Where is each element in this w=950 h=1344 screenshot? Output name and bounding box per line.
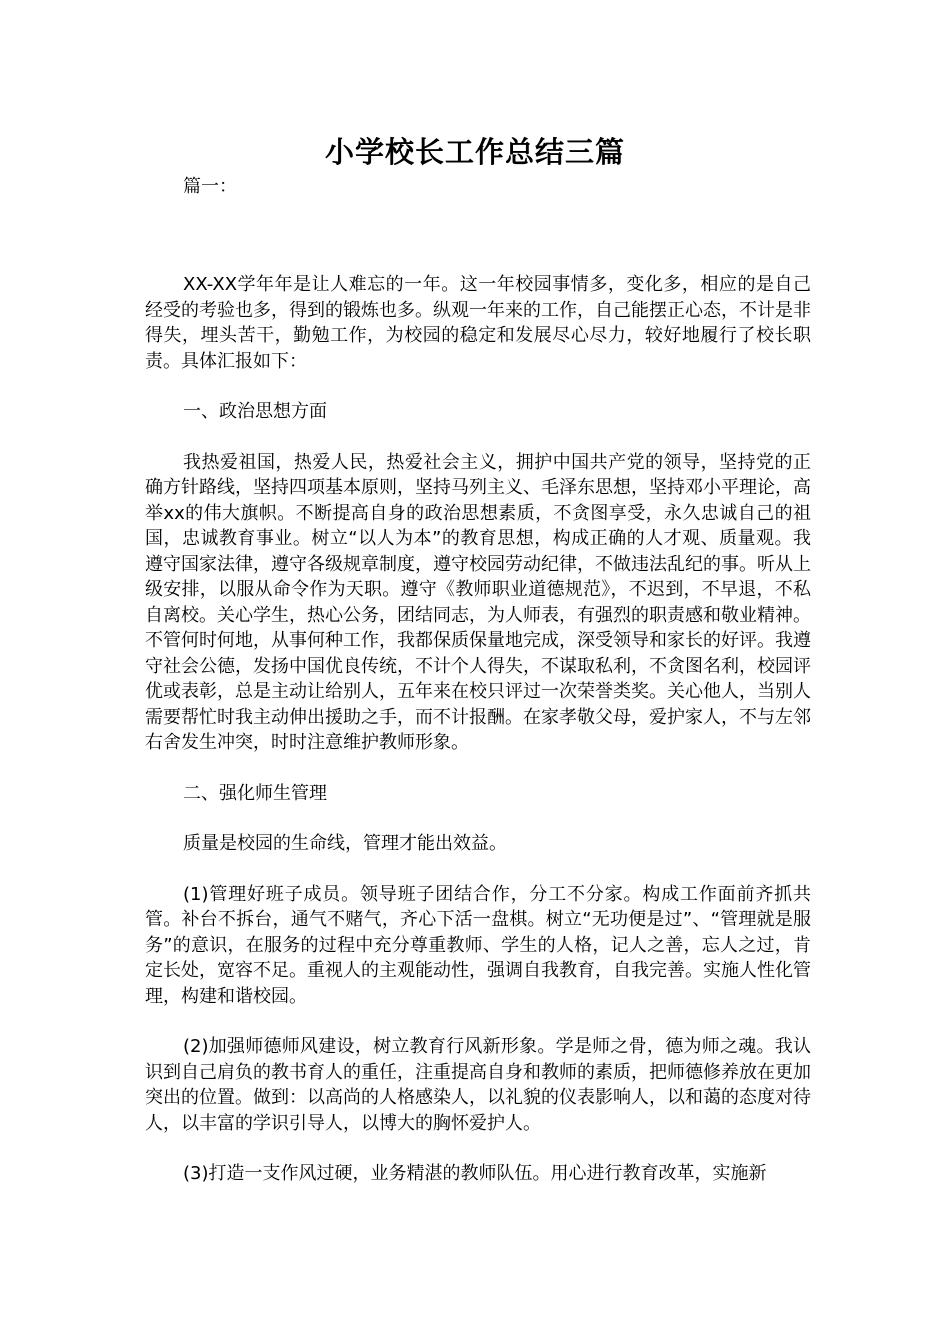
intro-paragraph: XX-XX学年年是让人难忘的一年。这一年校园事情多，变化多，相应的是自己经受的考验也多，得到的锻炼也多。纵观一年来的工作，自己能摆正心态，不计是非得失，埋头苦干，勤勉工作，为校园的稳定和发展尽心尽力，较好地履行了校长职责。具体汇报如下： xyxy=(145,274,811,372)
management-item-3: (3)打造一支作风过硬，业务精湛的教师队伍。用心进行教育改革，实施新 xyxy=(183,1163,767,1184)
management-item-2: (2)加强师德师风建设，树立教育行风新形象。学是师之骨，德为师之魂。我认识到自己肩负的教书育人的重任，注重提高自身和教师的素质，把师德修养放在更加突出的位置。做到：以高尚的人格感染人，以礼貌的仪表影响人，以和蔼的态度对待人，以丰富的学识引导人，以博大的胸怀爱护人。 xyxy=(145,1036,811,1134)
document-title: 小学校长工作总结三篇 xyxy=(324,135,625,169)
politics-paragraph: 我热爱祖国，热爱人民，热爱社会主义，拥护中国共产党的领导，坚持党的正确方针路线，坚持四项基本原则，坚持马列主义、毛泽东思想，坚持邓小平理论，高举xx的伟大旗帜。不断提高自身的政治思想素质，不贪图享受，永久忠诚自己的祖国，忠诚教育事业。树立“以人为本”的教育思想，构成正确的人才观、质量观。我遵守国家法律，遵守各级规章制度，遵守校园劳动纪律，不做违法乱纪的事。听从上级安排，以服从命令作为天职。遵守《教师职业道德规范》，不迟到，不早退，不私自离校。关心学生，热心公务，团结同志，为人师表，有强烈的职责感和敬业精神。不管何时何地，从事何种工作，我都保质保量地完成，深受领导和家长的好评。我遵守社会公德，发扬中国优良传统，不计个人得失，不谋取私利，不贪图名利，校园评优或表彰，总是主动让给别人，五年来在校只评过一次荣誉类奖。关心他人，当别人需要帮忙时我主动伸出援助之手，而不计报酬。在家孝敬父母，爱护家人，不与左邻右舍发生冲突，时时注意维护教师形象。 xyxy=(145,451,811,753)
part-label: 篇一： xyxy=(183,176,237,197)
document-body xyxy=(145,272,811,1212)
management-intro-paragraph: 质量是校园的生命线，管理才能出效益。 xyxy=(183,833,507,854)
section-heading-politics: 一、政治思想方面 xyxy=(183,401,327,422)
management-item-1: (1)管理好班子成员。领导班子团结合作，分工不分家。构成工作面前齐抓共管。补台不拆台，通气不赌气，齐心下活一盘棋。树立“无功便是过”、“管理就是服务”的意识，在服务的过程中充分尊重教师、学生的人格，记人之善，忘人之过，肯定长处，宽容不足。重视人的主观能动性，强调自我教育，自我完善。实施人性化管理，构建和谐校园。 xyxy=(145,883,811,1007)
section-heading-management: 二、强化师生管理 xyxy=(183,782,327,804)
